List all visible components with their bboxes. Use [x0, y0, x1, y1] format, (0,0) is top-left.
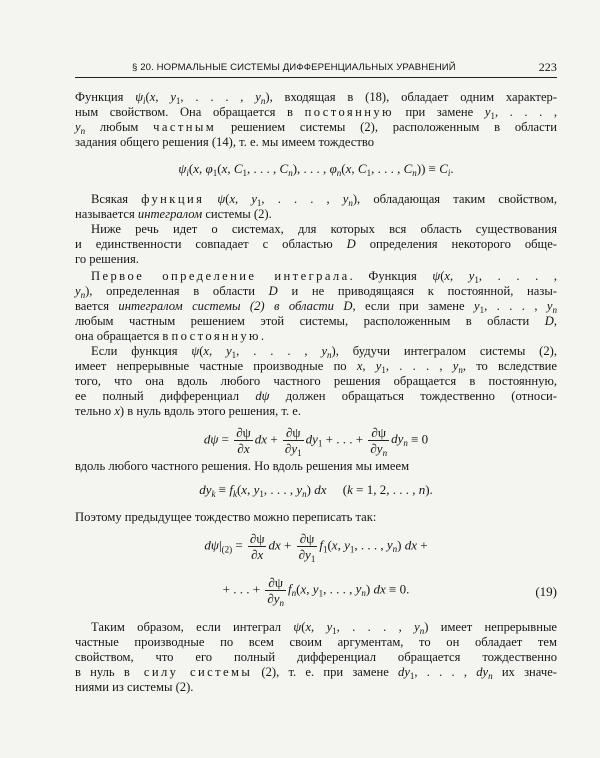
formula-identity: $\psi_i(x$, $\varphi_1(x$, $C_1$, . . . , $C_n$), . . . , $\varphi_n(x$, $C_1$, . . . , $C_n)) \equiv C_i$. — [178, 161, 454, 178]
text-line: Первое определение интеграла. Функция ψ(x, $y_1$, . . . , — [91, 269, 558, 285]
text-line: она обращается в постоянную. — [75, 329, 264, 343]
text-line: Если функция ψ(x, $y_1$, . . . , $y_n$), будучи интегралом системы (2), — [91, 344, 558, 360]
text-line: частные производные по всем своим аргументам, то он обладает тем — [75, 635, 557, 649]
text-line: Поэтому предыдущее тождество можно переписать так: — [75, 510, 377, 524]
text-line: любым частным решением этой системы, расположенным в области D, — [75, 314, 557, 328]
text-line: вдоль любого частного решения. Но вдоль решения мы имеем — [75, 459, 410, 473]
text-line: в нуль в силу системы (2), т. е. при замене $dy_1$, . . . , $dy_n$ их значе- — [75, 665, 557, 681]
text-line: свойством, что его полный дифференциал обращается тождественно — [75, 650, 557, 664]
formula-total-differential: dψ = $\frac{\partial\psi}{\partial x}$ dx + $\frac{\partial\psi}{\partial y_1}$ $dy_1$ + . . . + $\frac{\partial\psi}{\partial y_n}$ $dy_n \equiv 0$ — [203, 425, 429, 458]
formula-19-line1: $d\psi|_{(2)}$ = $\frac{\partial\psi}{\partial x}$ dx + $\frac{\partial\psi}{\partial y_1}$ $f_1(x$, $y_1$, . . . , $y_n$) dx + — [204, 531, 428, 564]
text-line: задания общего решения (14), т. е. мы имеем тождество — [75, 135, 375, 149]
text-line: того, что она вдоль любого частного решения обращается в постоянную, — [75, 374, 557, 388]
text-line: Таким образом, если интеграл ψ(x, $y_1$, . . . , $y_n$) имеет непрерывные — [91, 620, 558, 636]
text-line: $y_n$), определенная в области D и не приводящаяся к постоянной, назы- — [75, 284, 557, 300]
text-line: ниями из системы (2). — [75, 680, 194, 694]
text-line: тельно x) в нуль вдоль этого решения, т. е. — [75, 404, 302, 418]
formula-system: $dy_k \equiv f_k(x$, $y_1$, . . . , $y_n$) dx (k = 1, 2, . . . , n). — [199, 482, 433, 499]
text-line: Функция $\psi_i(x$, $y_1$, . . . , $y_n$), входящая в (18), обладает одним характер- — [75, 90, 558, 106]
equation-number: (19) — [535, 584, 557, 599]
text-line: имеет непрерывные частные производные по x, $y_1$, . . . , $y_n$, то вследствие — [75, 359, 557, 375]
text-line: вается интегралом системы (2) в области D, если при замене $y_1$, . . . , $y_n$ — [75, 299, 557, 315]
text-line: Ниже речь идет о системах, для которых вся область существования — [91, 222, 557, 236]
text-line: Всякая функция ψ(x, $y_1$, . . . , $y_n$), обладающая таким свойством, — [91, 192, 558, 208]
page-number: 223 — [538, 60, 557, 74]
formula-19-line2: + . . . + $\frac{\partial\psi}{\partial y_n}$ $f_n(x$, $y_1$, . . . , $y_n$) dx ≡ 0. (19) — [222, 575, 557, 608]
text-line: и единственности совпадает с областью D определения некоторого обще- — [75, 237, 557, 251]
running-header — [75, 61, 557, 78]
text-line: $y_n$ любым частным решением системы (2), расположенным в области — [75, 120, 557, 136]
text-line: ее полный дифференциал dψ должен обращаться тождественно (относи- — [75, 389, 557, 403]
section-title: § 20. НОРМАЛЬНЫЕ СИСТЕМЫ ДИФФЕРЕНЦИАЛЬНЫХ УРАВНЕНИЙ — [132, 62, 456, 73]
text-line: го решения. — [75, 252, 139, 266]
text-line: ным свойством. Она обращается в постоянную при замене $y_1$, . . . , — [75, 105, 557, 121]
text-line: называется интегралом системы (2). — [75, 207, 272, 221]
